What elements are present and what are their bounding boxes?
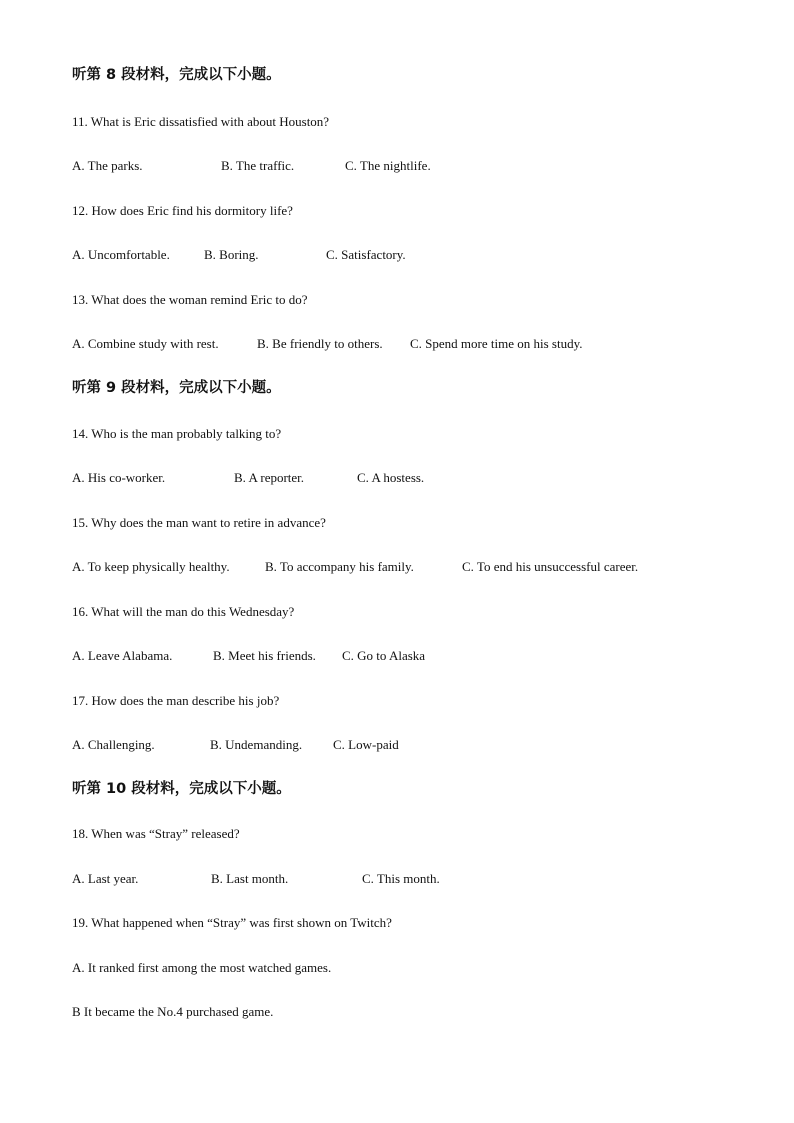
option-b: B It became the No.4 purchased game. — [72, 1004, 274, 1019]
option-b: B. The traffic. — [221, 158, 295, 173]
option-a: A. His co-worker. — [72, 470, 166, 485]
option-c: C. A hostess. — [357, 470, 425, 485]
option-b: B. To accompany his family. — [265, 559, 414, 574]
option-a: A. Uncomfortable. — [72, 247, 170, 262]
option-a: A. It ranked first among the most watched games. — [72, 960, 332, 975]
option-b: B. Boring. — [204, 247, 259, 262]
option-a: A. Combine study with rest. — [72, 336, 219, 351]
option-a: A. Challenging. — [72, 737, 155, 752]
option-b: B. Meet his friends. — [213, 648, 316, 663]
question-13: 13. What does the woman remind Eric to do? — [72, 292, 308, 307]
option-b: B. Undemanding. — [210, 737, 303, 752]
option-a: A. Last year. — [72, 871, 139, 886]
question-12: 12. How does Eric find his dormitory life? — [72, 203, 293, 218]
option-c: C. Spend more time on his study. — [410, 336, 583, 351]
option-a: A. The parks. — [72, 158, 143, 173]
question-16: 16. What will the man do this Wednesday? — [72, 604, 295, 619]
option-b: B. Last month. — [211, 871, 289, 886]
section-heading: 听第 8 段材料，完成以下小题。 — [72, 67, 281, 83]
question-14: 14. Who is the man probably talking to? — [72, 426, 282, 441]
option-b: B. A reporter. — [234, 470, 305, 485]
option-a: A. Leave Alabama. — [72, 648, 173, 663]
option-c: C. Low-paid — [333, 737, 399, 752]
question-17: 17. How does the man describe his job? — [72, 693, 280, 708]
option-c: C. This month. — [362, 871, 440, 886]
section-heading: 听第 9 段材料，完成以下小题。 — [72, 380, 281, 396]
section-heading: 听第 10 段材料，完成以下小题。 — [72, 781, 291, 797]
option-c: C. The nightlife. — [345, 158, 431, 173]
option-c: C. To end his unsuccessful career. — [462, 559, 639, 574]
option-c: C. Go to Alaska — [342, 648, 426, 663]
option-b: B. Be friendly to others. — [257, 336, 383, 351]
question-18: 18. When was “Stray” released? — [72, 826, 240, 841]
option-a: A. To keep physically healthy. — [72, 559, 230, 574]
option-c: C. Satisfactory. — [326, 247, 406, 262]
question-19: 19. What happened when “Stray” was first shown on Twitch? — [72, 915, 392, 930]
question-11: 11. What is Eric dissatisfied with about Houston? — [72, 114, 330, 129]
question-15: 15. Why does the man want to retire in advance? — [72, 515, 326, 530]
